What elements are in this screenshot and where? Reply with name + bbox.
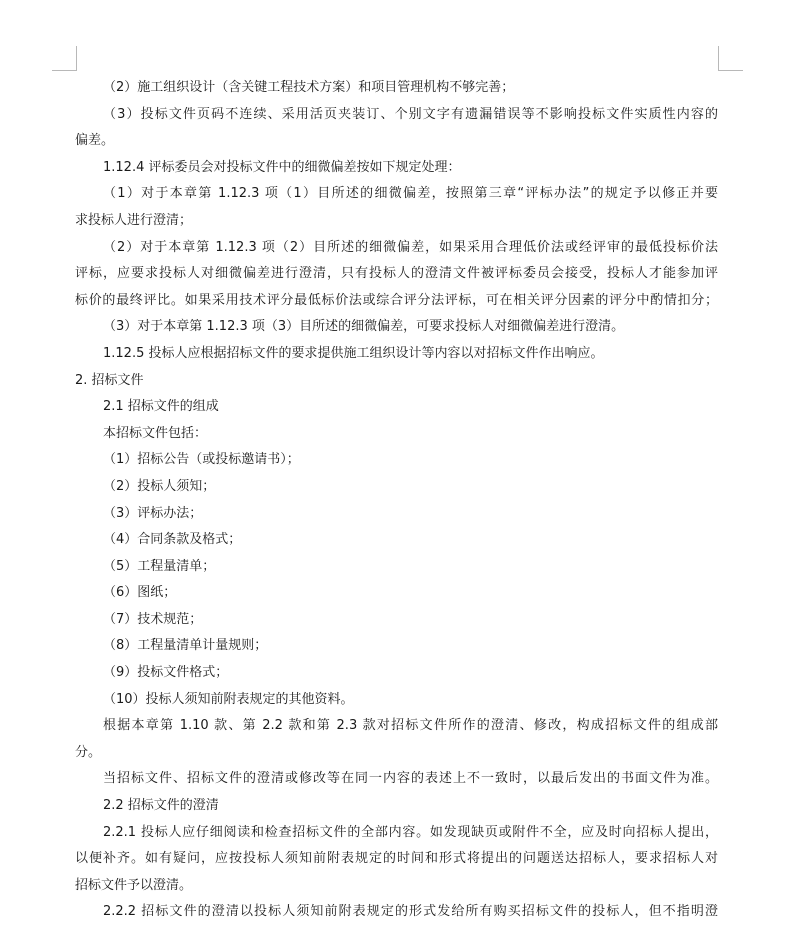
text-line: 2.2.2 招标文件的澄清以投标人须知前附表规定的形式发给所有购买招标文件的投标人，但不指明澄 — [103, 904, 718, 920]
text-line: 2. 招标文件 — [75, 372, 144, 388]
text-line: （2）投标人须知； — [103, 478, 216, 494]
text-line: （3）评标办法； — [103, 505, 203, 521]
text-line: （7）技术规范； — [103, 611, 203, 627]
text-line: （6）图纸； — [103, 585, 177, 601]
text-line: （1）招标公告（或投标邀请书）； — [103, 452, 300, 468]
text-line: （9）投标文件格式； — [103, 665, 229, 681]
text-line: （1）对于本章第 1.12.3 项（1）目所述的细微偏差，按照第三章“评标办法”的规定予以修正并要 — [103, 186, 718, 202]
text-line: （4）合同条款及格式； — [103, 532, 242, 548]
text-line: （8）工程量清单计量规则； — [103, 638, 268, 654]
text-line: 以便补齐。如有疑问，应按投标人须知前附表规定的时间和形式将提出的问题送达招标人，要求招标人对 — [75, 851, 718, 867]
text-line: 根据本章第 1.10 款、第 2.2 款和第 2.3 款对招标文件所作的澄清、修改，构成招标文件的组成部 — [103, 718, 718, 734]
text-line: 标价的最终评比。如果采用技术评分最低标价法或综合评分法评标，可在相关评分因素的评分中酌情扣分； — [75, 292, 718, 308]
text-line: （2）对于本章第 1.12.3 项（2）目所述的细微偏差，如果采用合理低价法或经评审的最低投标价法 — [103, 239, 718, 255]
crop-mark-top-right — [718, 46, 743, 71]
text-line: 当招标文件、招标文件的澄清或修改等在同一内容的表述上不一致时，以最后发出的书面文件为准。 — [103, 771, 718, 787]
text-line: （3）对于本章第 1.12.3 项（3）目所述的细微偏差，可要求投标人对细微偏差进行澄清。 — [103, 319, 625, 335]
text-line: （5）工程量清单； — [103, 558, 216, 574]
text-line: 求投标人进行澄清； — [75, 212, 193, 228]
document-body — [75, 75, 718, 926]
text-line: 本招标文件包括： — [103, 425, 208, 441]
text-line: 偏差。 — [75, 133, 115, 149]
text-line: 2.1 招标文件的组成 — [103, 399, 219, 415]
text-line: 2.2.1 投标人应仔细阅读和检查招标文件的全部内容。如发现缺页或附件不全，应及时向招标人提出， — [103, 824, 718, 840]
text-line: 1.12.4 评标委员会对投标文件中的细微偏差按如下规定处理： — [103, 159, 461, 175]
text-line: 评标，应要求投标人对细微偏差进行澄清，只有投标人的澄清文件被评标委员会接受，投标人才能参加评 — [75, 266, 718, 282]
text-line: （2）施工组织设计（含关键工程技术方案）和项目管理机构不够完善； — [103, 80, 515, 95]
text-line: 分。 — [75, 744, 102, 760]
text-line: （3）投标文件页码不连续、采用活页夹装订、个别文字有遗漏错误等不影响投标文件实质性内容的 — [103, 106, 718, 122]
crop-mark-top-left — [52, 46, 77, 71]
text-line: 招标文件予以澄清。 — [75, 877, 193, 893]
text-line: 1.12.5 投标人应根据招标文件的要求提供施工组织设计等内容以对招标文件作出响应。 — [103, 345, 604, 361]
text-line: 2.2 招标文件的澄清 — [103, 798, 219, 814]
text-line: （10）投标人须知前附表规定的其他资料。 — [103, 691, 354, 707]
